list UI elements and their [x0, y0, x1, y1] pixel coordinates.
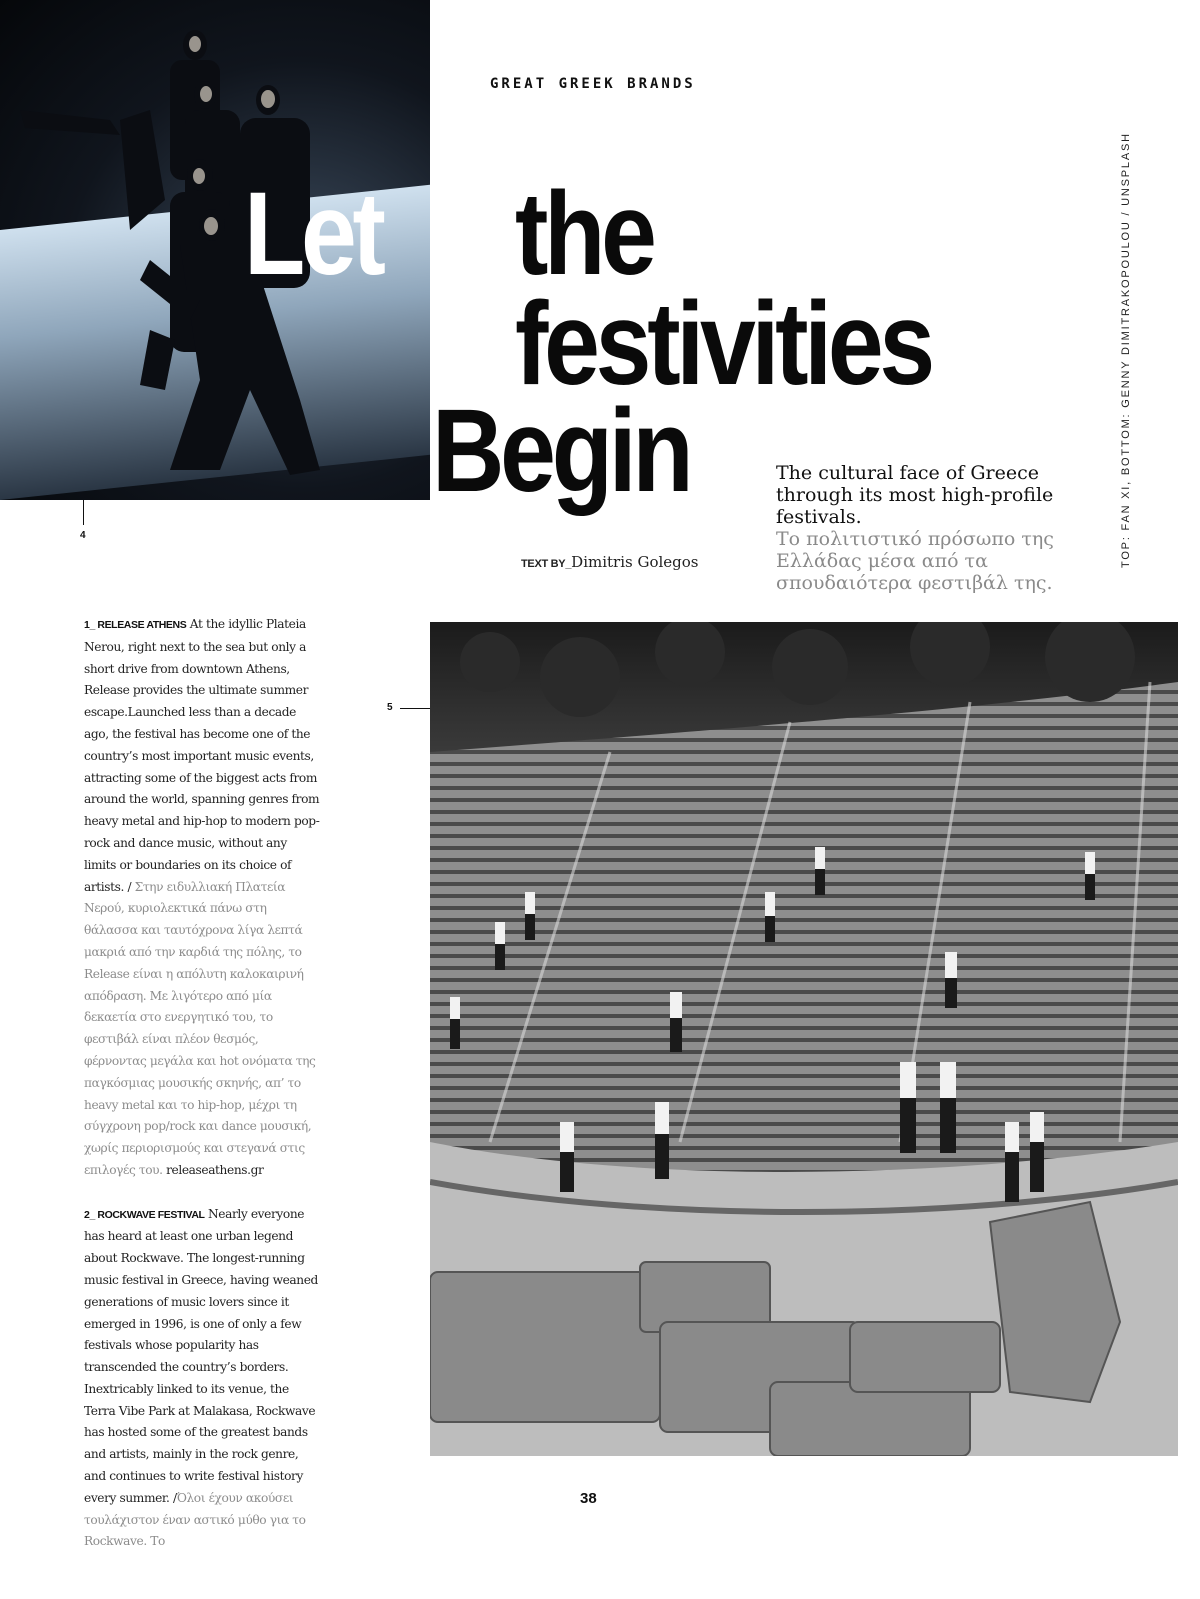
page-number: 38 — [580, 1490, 597, 1507]
headline-word-the: the — [515, 168, 653, 300]
standfirst — [776, 462, 1106, 594]
article-item-link[interactable]: releaseathens.gr — [166, 1162, 264, 1177]
byline-label: TEXT BY_ — [521, 558, 572, 570]
article-item-greek: Όλοι έχουν ακούσει τουλάχιστον έναν αστικό μύθο για το Rockwave. Το — [84, 1490, 306, 1549]
ancient-theatre-photo — [430, 622, 1178, 1456]
figure-marker-line-top — [83, 500, 84, 525]
headline-word-begin: Begin — [432, 385, 690, 517]
article-item — [84, 614, 320, 1182]
standfirst-greek: Το πολιτιστικό πρόσωπο της Ελλάδας μέσα από τα σπουδαιότερα φεστιβάλ της. — [776, 528, 1054, 594]
section-label: GREAT GREEK BRANDS — [490, 76, 696, 92]
photo-credit: TOP: FAN XI, BOTTOM: GENNY DIMITRAKOPOULOU / UNSPLASH — [1120, 132, 1132, 568]
article-item-english: At the idyllic Plateia Nerou, right next to the sea but only a short drive from downtown Athens, Release provides the ultimate summer escape.Launched less than a decade ago, the festival has become one of the country’s most important music events, attracting some of the biggest acts from around the world, spanning genres from heavy metal and hip-hop to modern pop-rock and dance music, without any limits or boundaries on its choice of artists. — [84, 617, 320, 894]
figure-marker-line-bottom — [400, 708, 430, 709]
article-item-label: 1_ RELEASE ATHENS — [84, 619, 187, 631]
standfirst-english: The cultural face of Greece through its most high-profile festivals. — [776, 462, 1054, 528]
headline-word-let: Let — [244, 168, 382, 300]
figure-marker-bottom: 5 — [387, 702, 393, 713]
article-item-label: 2_ ROCKWAVE FESTIVAL — [84, 1208, 205, 1221]
article-item-separator: / — [169, 1490, 177, 1505]
figure-marker-top: 4 — [80, 530, 86, 541]
byline-author: Dimitris Golegos — [571, 553, 699, 571]
headline-word-festivities: festivities — [515, 278, 931, 410]
article-item-separator: / — [123, 879, 135, 894]
article-item-english: Nearly everyone has heard at least one urban legend about Rockwave. The longest-running music festival in Greece, having weaned generations of music lovers since it emerged in 1996, is one of only a few festivals whose popularity has transcended the country’s borders. Inextricably linked to its venue, the Terra Vibe Park at Malakasa, Rockwave has hosted some of the greatest bands and artists, mainly in the rock genre, and continues to write festival history every summer. — [84, 1206, 318, 1505]
byline — [521, 553, 699, 571]
article-item — [84, 1204, 320, 1554]
article-item-greek: Στην ειδυλλιακή Πλατεία Νερού, κυριολεκτικά πάνω στη θάλασσα και ταυτόχρονα λίγα λεπτά μακριά από την καρδιά της πόλης, το Release είναι η απόλυτη καλοκαιρινή απόδραση. Με λιγότερο από μία δεκαετία στο ενεργητικό του, το φεστιβάλ είναι πλέον θεσμός, φέρνοντας μεγάλα και hot ονόματα της παγκόσμιας μουσικής σκηνής, απ’ το heavy metal και το hip-hop, μέχρι τη σύγχρονη pop/rock και dance μουσική, χωρίς περιορισμούς και στεγανά στις επιλογές του. — [84, 879, 316, 1177]
article-column — [84, 614, 320, 1575]
